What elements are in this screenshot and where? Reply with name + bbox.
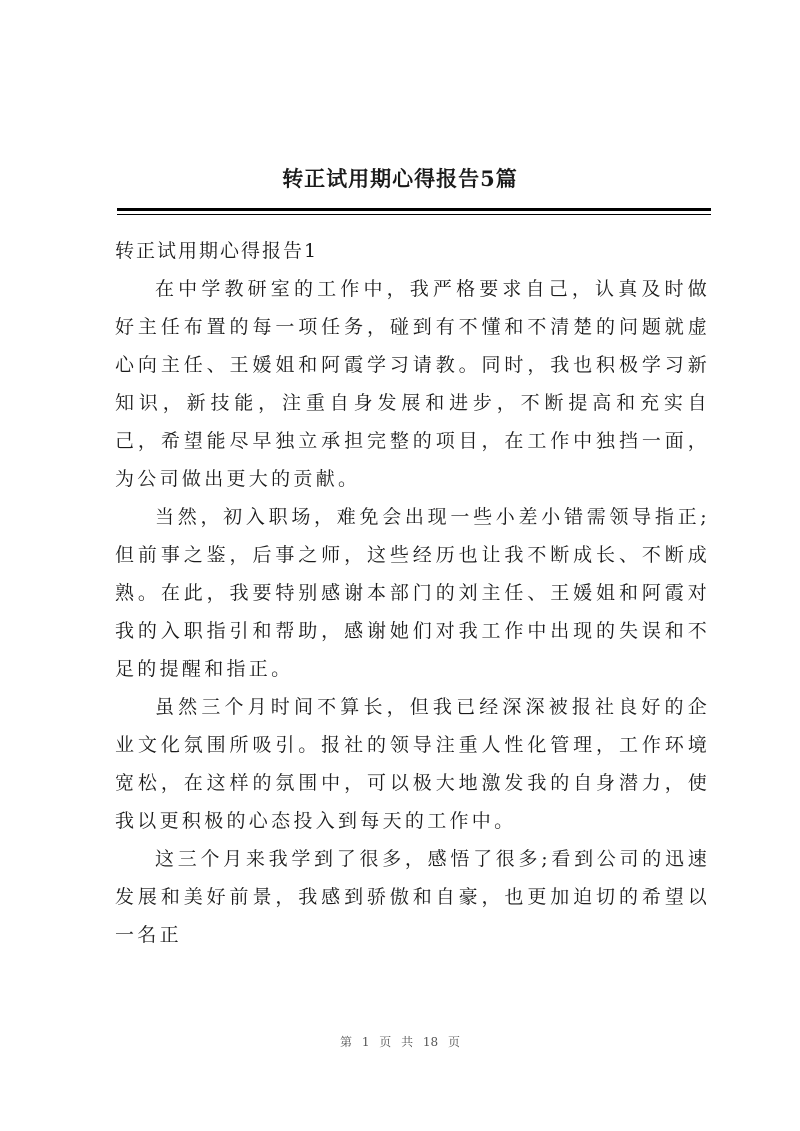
paragraph-1: 在中学教研室的工作中，我严格要求自己，认真及时做好主任布置的每一项任务，碰到有不懂和不清楚的问题就虚心向主任、王媛姐和阿霞学习请教。同时，我也积极学习新知识，新技能，注重自身发展和进步，不断提高和充实自己，希望能尽早独立承担完整的项目，在工作中独挡一面，为公司做出更大的贡献。 (115, 278, 710, 490)
document-title: 转正试用期心得报告5篇 (282, 166, 518, 191)
document-body (115, 270, 710, 954)
page-footer: 第 1 页 共 18 页 (340, 1035, 460, 1049)
section-title: 转正试用期心得报告1 (115, 240, 319, 262)
title-divider-thick (117, 208, 711, 211)
paragraph-3: 虽然三个月时间不算长，但我已经深深被报社良好的企业文化氛围所吸引。报社的领导注重人性化管理，工作环境宽松，在这样的氛围中，可以极大地激发我的自身潜力，使我以更积极的心态投入到每天的工作中。 (115, 696, 710, 832)
paragraph-2: 当然，初入职场，难免会出现一些小差小错需领导指正;但前事之鉴，后事之师，这些经历也让我不断成长、不断成熟。在此，我要特别感谢本部门的刘主任、王媛姐和阿霞对我的入职指引和帮助，感谢她们对我工作中出现的失误和不足的提醒和指正。 (115, 506, 710, 680)
title-divider-thin (117, 214, 711, 215)
paragraph-4: 这三个月来我学到了很多，感悟了很多;看到公司的迅速发展和美好前景，我感到骄傲和自豪，也更加迫切的希望以一名正 (115, 848, 710, 946)
